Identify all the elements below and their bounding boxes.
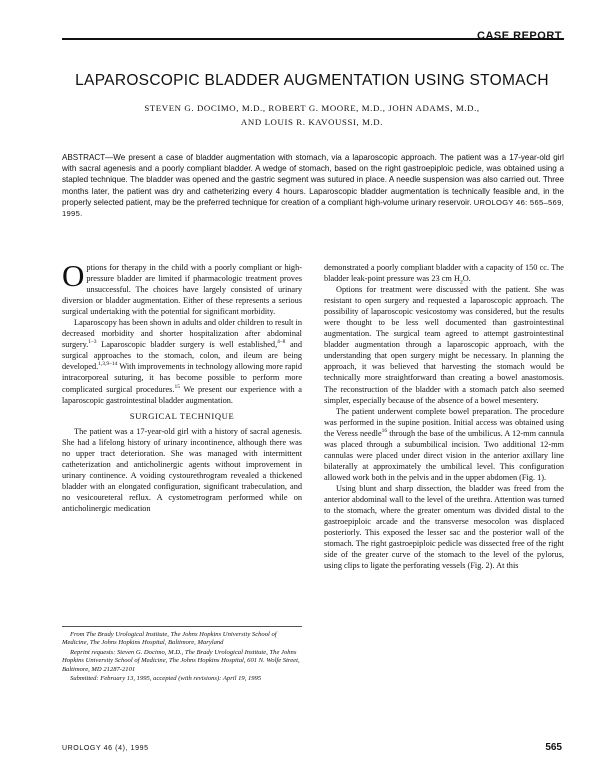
footnote-submitted: Submitted: February 13, 1995, accepted (with revisions): April 19, 1995 xyxy=(70,675,262,683)
ref-superscript: 16 xyxy=(381,427,388,434)
page-number: 565 xyxy=(545,742,562,753)
ref-superscript: 1–3 xyxy=(88,339,97,346)
intro-paragraph-1-text: ptions for therapy in the child with a poorly compliant or high-pressure bladder are limited if pharmacologic treatment proves unsuccessful. The choices have largely consisted of urinary diversion or bladder augmentation. Either of these represents a serious surgical undertaking with the potential for significant morbidity. xyxy=(62,263,302,317)
abstract xyxy=(62,152,564,219)
intro-paragraph-2 xyxy=(62,317,302,405)
rc-p1-text: demonstrated a poorly compliant bladder with a capacity of 150 cc. The bladder leak-point pressure was 23 cm H xyxy=(324,263,564,284)
ref-superscript: 15 xyxy=(174,383,180,390)
drop-cap: O xyxy=(62,258,85,293)
footnote-reprints: Reprint requests: Steven G. Docimo, M.D., The Brady Urological Institute, The Johns Hopkins University School of Medicine, The Johns Hopkins Hospital, 601 N. Wolfe Street, Baltimore, MD 21287-2101 xyxy=(62,648,300,673)
case-paragraph-1: The patient was a 17-year-old girl with a history of sacral agenesis. She had a lifelong history of urinary incontinence, although there was no upper tract deterioration. She was managed with intermittent catheterization and anticholinergic agents without improvement in urinary continence. A voiding cystourethrogram revealed a thickened bladder with an elongated configuration, significant trabeculation, and no vesicoureteral reflux. A cystometrogram performed while on anticholinergic medication xyxy=(62,426,302,513)
abstract-citation: UROLOGY 46: 565–569, 1995. xyxy=(62,197,564,219)
p2-text-c: and surgical approaches to the stomach, colon, and ileum are being developed. xyxy=(62,340,302,372)
rc-p1-end: O. xyxy=(462,274,471,284)
case-paragraph-4: Using blunt and sharp dissection, the bladder was freed from the anterior abdominal wall to the level of the urethra. Attention was turned to the stomach, where the greater omentum was divided distal to the gastroepiploic arcade and the transverse mesocolon was displaced posteriorly. This exposed the lesser sac and the posterior wall of the stomach. The right gastroepiploic pedicle was dissected free of the right side of the greater curve of the stomach to the level of the pylorus, using clips to ligate the perforating vessels (Fig. 2). At this xyxy=(324,483,564,571)
rc-p3-text-a: The patient underwent complete bowel preparation. The procedure was performed in the supine position. Initial access was obtained using the Veress needle xyxy=(324,406,564,438)
intro-paragraph-1 xyxy=(62,258,302,317)
p2-text-e: We present our experience with a laparoscopic gastrointestinal bladder augmentation. xyxy=(62,384,302,405)
p2-text-a: Laparoscopy has been shown in adults and older children to result in decreased morbidity and shorter hospitalization after abdominal surgery. xyxy=(62,318,302,350)
journal-footer: UROLOGY 46 (4), 1995 xyxy=(62,745,149,752)
right-column xyxy=(324,262,564,571)
author-list xyxy=(62,101,562,129)
section-label: CASE REPORT xyxy=(477,30,562,42)
author-line-1: STEVEN G. DOCIMO, M.D., ROBERT G. MOORE, M.D., JOHN ADAMS, M.D., xyxy=(144,103,480,113)
article-title: LAPAROSCOPIC BLADDER AUGMENTATION USING STOMACH xyxy=(75,72,549,89)
case-paragraph-3 xyxy=(324,406,564,483)
footnotes xyxy=(62,631,302,684)
abstract-text: ABSTRACT—We present a case of bladder augmentation with stomach, via a laparoscopic approach. The patient was a 17-year-old girl with sacral agenesis and a poorly compliant bladder. A wedge of stomach, based on the right gastroepiploic pedicle, was obtained using a stapled technique. The bladder was opened and the gastric segment was sutured in place. A needle suspension was also carried out. Three months later, the patient was dry and catheterizing every 4 hours. Laparoscopic bladder augmentation is technically feasible and, in the properly selected patient, may be the preferred technique for creation of a compliant high-volume urinary reservoir. xyxy=(62,153,564,207)
ref-superscript: 1,3,9–14 xyxy=(98,361,118,368)
case-paragraph-2: Options for treatment were discussed with the patient. She was resistant to open surgery and requested a laparoscopic approach. The possibility of laparoscopic vesicostomy was considered, but the results were thought to be less well documented than gastrointestinal augmentation. The surgical team agreed to attempt gastrointestinal bladder augmentation through a laparoscopic approach, with the understanding that open surgery might be necessary. In planning the approach, it was believed that harvesting the stomach would be technically more straightforward than creating a bowel anastomosis. The reconstruction of the bladder with a stomach patch also seemed simpler, especially because of the absence of a bowel mesentery. xyxy=(324,285,564,405)
case-paragraph-1-continued xyxy=(324,262,564,284)
author-line-2: AND LOUIS R. KAVOUSSI, M.D. xyxy=(240,117,384,127)
p2-text-d: With improvements in technology allowing more rapid intracorporeal suturing, it has become possible to perform more complicated surgical procedures. xyxy=(62,362,302,394)
footnote-rule xyxy=(62,626,302,627)
subscript: 2 xyxy=(459,279,463,286)
ref-superscript: 4–8 xyxy=(277,339,286,346)
section-heading: SURGICAL TECHNIQUE xyxy=(129,410,235,421)
footnote-affiliation: From The Brady Urological Institute, The Johns Hopkins University School of Medicine, The Johns Hopkins Hospital, Baltimore, Maryland xyxy=(62,631,277,647)
left-column xyxy=(62,258,302,514)
p2-text-b: Laparoscopic bladder surgery is well established, xyxy=(96,340,278,350)
rc-p3-text-b: through the base of the umbilicus. A 12-mm cannula was placed through a subumbilical incision. Two additional 12-mm cannulas were placed under direct vision in the anterior axillary line bilaterally at approximately the umbilical level. This configuration allowed work both in the pelvis and in the upper abdomen (Fig. 1). xyxy=(324,428,564,482)
